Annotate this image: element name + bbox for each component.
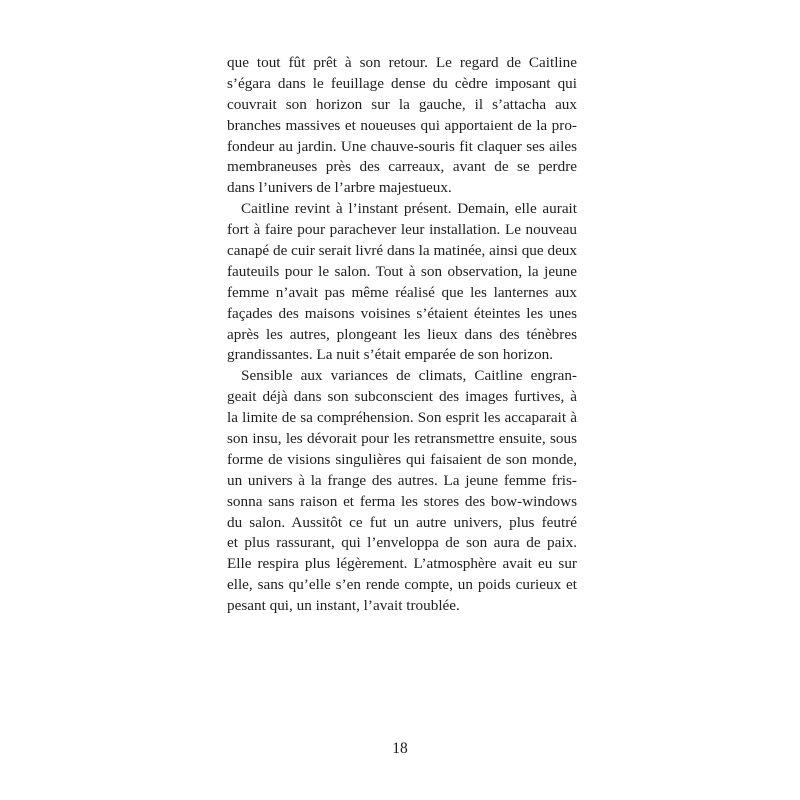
text-line: Caitline revint à l’instant présent. Demain, elle aurait xyxy=(241,200,577,218)
body-text xyxy=(227,53,577,617)
text-line: branches massives et noueuses qui apportaient de la pro- xyxy=(227,116,577,134)
text-line: dans l’univers de l’arbre majestueux. xyxy=(227,179,452,197)
text-line: et plus rassurant, qui l’enveloppa de son aura de paix. xyxy=(227,534,577,552)
text-line: Sensible aux variances de climats, Caitline engran- xyxy=(241,367,577,385)
text-line: elle, sans qu’elle s’en rende compte, un poids curieux et xyxy=(227,576,577,594)
text-line: fondeur au jardin. Une chauve-souris fit claquer ses ailes xyxy=(227,137,577,155)
text-line: du salon. Aussitôt ce fut un autre univers, plus feutré xyxy=(227,513,577,531)
paragraph-2 xyxy=(227,199,577,366)
text-line: sonna sans raison et ferma les stores des bow-windows xyxy=(227,492,577,510)
paragraph-3 xyxy=(227,366,577,617)
text-line: la limite de sa compréhension. Son esprit les accaparait à xyxy=(227,409,577,427)
text-line: Elle respira plus légèrement. L’atmosphère avait eu sur xyxy=(227,555,577,573)
text-line: son insu, les dévorait pour les retransmettre ensuite, sous xyxy=(227,430,577,448)
text-line: que tout fût prêt à son retour. Le regard de Caitline xyxy=(227,54,577,71)
text-line: femme n’avait pas même réalisé que les lanternes aux xyxy=(227,283,577,301)
text-line: couvrait son horizon sur la gauche, il s’attacha aux xyxy=(227,95,577,113)
text-line: pesant qui, un instant, l’avait troublée. xyxy=(227,597,460,615)
text-line: membraneuses près des carreaux, avant de se perdre xyxy=(227,158,577,176)
text-line: un univers à la frange des autres. La jeune femme fris- xyxy=(227,471,577,489)
text-line: après les autres, plongeant les lieux dans des ténèbres xyxy=(227,325,577,343)
text-line: fauteuils pour le salon. Tout à son observation, la jeune xyxy=(227,262,577,280)
text-line: fort à faire pour parachever leur installation. Le nouveau xyxy=(227,221,577,239)
text-line: s’égara dans le feuillage dense du cèdre imposant qui xyxy=(227,74,577,92)
text-line: canapé de cuir serait livré dans la matinée, ainsi que deux xyxy=(227,242,577,260)
text-line: grandissantes. La nuit s’était emparée de son horizon. xyxy=(227,346,554,364)
text-line: geait déjà dans son subconscient des images furtives, à xyxy=(227,388,577,406)
page-number: 18 xyxy=(392,740,408,757)
text-line: forme de visions singulières qui faisaient de son monde, xyxy=(227,450,577,468)
paragraph-1 xyxy=(227,53,577,199)
text-line: façades des maisons voisines s’étaient éteintes les unes xyxy=(227,304,577,322)
